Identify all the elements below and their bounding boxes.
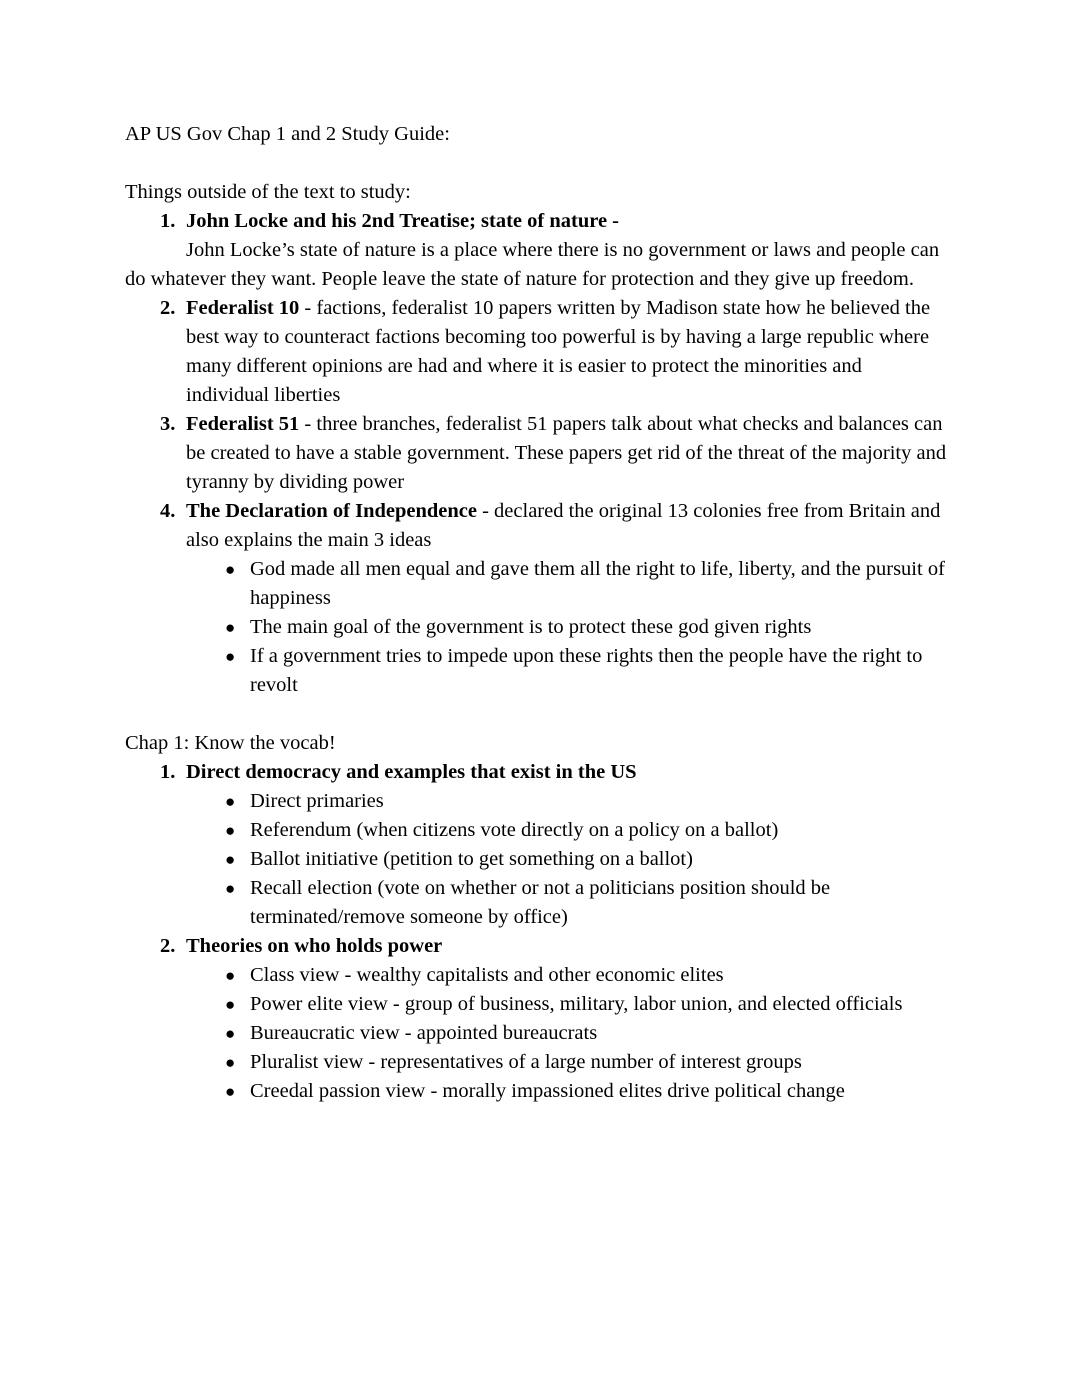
bullet-icon: ●	[225, 850, 236, 869]
bullet-list	[186, 961, 950, 1106]
bullet-text: Creedal passion view - morally impassioned elites drive political change	[250, 1080, 845, 1102]
list-item	[186, 787, 950, 816]
bullet-text: God made all men equal and gave them all the right to life, liberty, and the pursuit of happiness	[250, 558, 945, 609]
bullet-text: Pluralist view - representatives of a large number of interest groups	[250, 1051, 802, 1073]
list-item-body: - declared the original 13 colonies free from Britain and also explains the main 3 ideas	[186, 500, 941, 551]
bullet-icon: ●	[225, 1053, 236, 1072]
bullet-text: Class view - wealthy capitalists and other economic elites	[250, 964, 724, 986]
bullet-text: If a government tries to impede upon these rights then the people have the right to revolt	[250, 645, 923, 696]
list-item	[186, 816, 950, 845]
list-item	[186, 555, 950, 613]
ordered-list-chap1	[125, 758, 950, 1106]
bullet-icon: ●	[225, 966, 236, 985]
bullet-text: Ballot initiative (petition to get something on a ballot)	[250, 848, 693, 870]
list-item	[186, 874, 950, 932]
section-heading-chap1: Chap 1: Know the vocab!	[125, 732, 336, 754]
bullet-icon: ●	[225, 618, 236, 637]
spacer	[125, 700, 950, 729]
bullet-text: Referendum (when citizens vote directly on a policy on a ballot)	[250, 819, 779, 841]
bullet-icon: ●	[225, 995, 236, 1014]
bullet-icon: ●	[225, 1082, 236, 1101]
list-item-number: 4.	[160, 500, 176, 522]
list-item-label: Federalist 51	[186, 413, 300, 435]
list-item	[186, 961, 950, 990]
list-item	[186, 613, 950, 642]
list-item-label: Federalist 10	[186, 297, 300, 319]
bullet-icon: ●	[225, 821, 236, 840]
list-item-label: Theories on who holds power	[186, 935, 443, 957]
list-item	[125, 207, 950, 236]
bullet-icon: ●	[225, 879, 236, 898]
list-item	[125, 410, 950, 497]
list-item	[125, 497, 950, 700]
section-heading-things-outside: Things outside of the text to study:	[125, 181, 411, 203]
list-item	[125, 294, 950, 410]
ordered-list-things-outside	[125, 207, 950, 700]
list-item	[186, 1077, 950, 1106]
list-item-body: - three branches, federalist 51 papers talk about what checks and balances can be created to have a stable government. These papers get rid of the threat of the majority and tyranny by dividing power	[186, 413, 947, 493]
list-item-label: John Locke and his 2nd Treatise; state of nature -	[186, 210, 620, 232]
spacer	[125, 149, 950, 178]
list-item-label: The Declaration of Independence	[186, 500, 477, 522]
list-item	[186, 990, 950, 1019]
list-item-number: 2.	[160, 935, 176, 957]
bullet-icon: ●	[225, 560, 236, 579]
bullet-icon: ●	[225, 647, 236, 666]
list-item-number: 1.	[160, 210, 176, 232]
bullet-list	[186, 555, 950, 700]
bullet-icon: ●	[225, 1024, 236, 1043]
list-item-label: Direct democracy and examples that exist in the US	[186, 761, 637, 783]
list-item	[186, 1019, 950, 1048]
list-item	[186, 845, 950, 874]
list-item	[186, 642, 950, 700]
list-item	[125, 932, 950, 1106]
bullet-text: The main goal of the government is to protect these god given rights	[250, 616, 812, 638]
bullet-text: Direct primaries	[250, 790, 384, 812]
document-body	[125, 120, 950, 1106]
bullet-list	[186, 787, 950, 932]
list-item-number: 2.	[160, 297, 176, 319]
bullet-text: Power elite view - group of business, military, labor union, and elected officials	[250, 993, 903, 1015]
bullet-icon: ●	[225, 792, 236, 811]
list-item	[125, 758, 950, 932]
list-item-body: - factions, federalist 10 papers written by Madison state how he believed the best way to counteract factions becoming too powerful is by having a large republic where many different opinions are had and where it is easier to protect the minorities and individual liberties	[186, 297, 931, 406]
locke-paragraph: John Locke’s state of nature is a place where there is no government or laws and people can do whatever they want. People leave the state of nature for protection and they give up freedom.	[125, 239, 940, 290]
bullet-text: Recall election (vote on whether or not a politicians position should be terminated/remove someone by office)	[250, 877, 831, 928]
list-item-number: 3.	[160, 413, 176, 435]
list-item-number: 1.	[160, 761, 176, 783]
bullet-text: Bureaucratic view - appointed bureaucrats	[250, 1022, 598, 1044]
page-title: AP US Gov Chap 1 and 2 Study Guide:	[125, 123, 450, 145]
list-item	[186, 1048, 950, 1077]
